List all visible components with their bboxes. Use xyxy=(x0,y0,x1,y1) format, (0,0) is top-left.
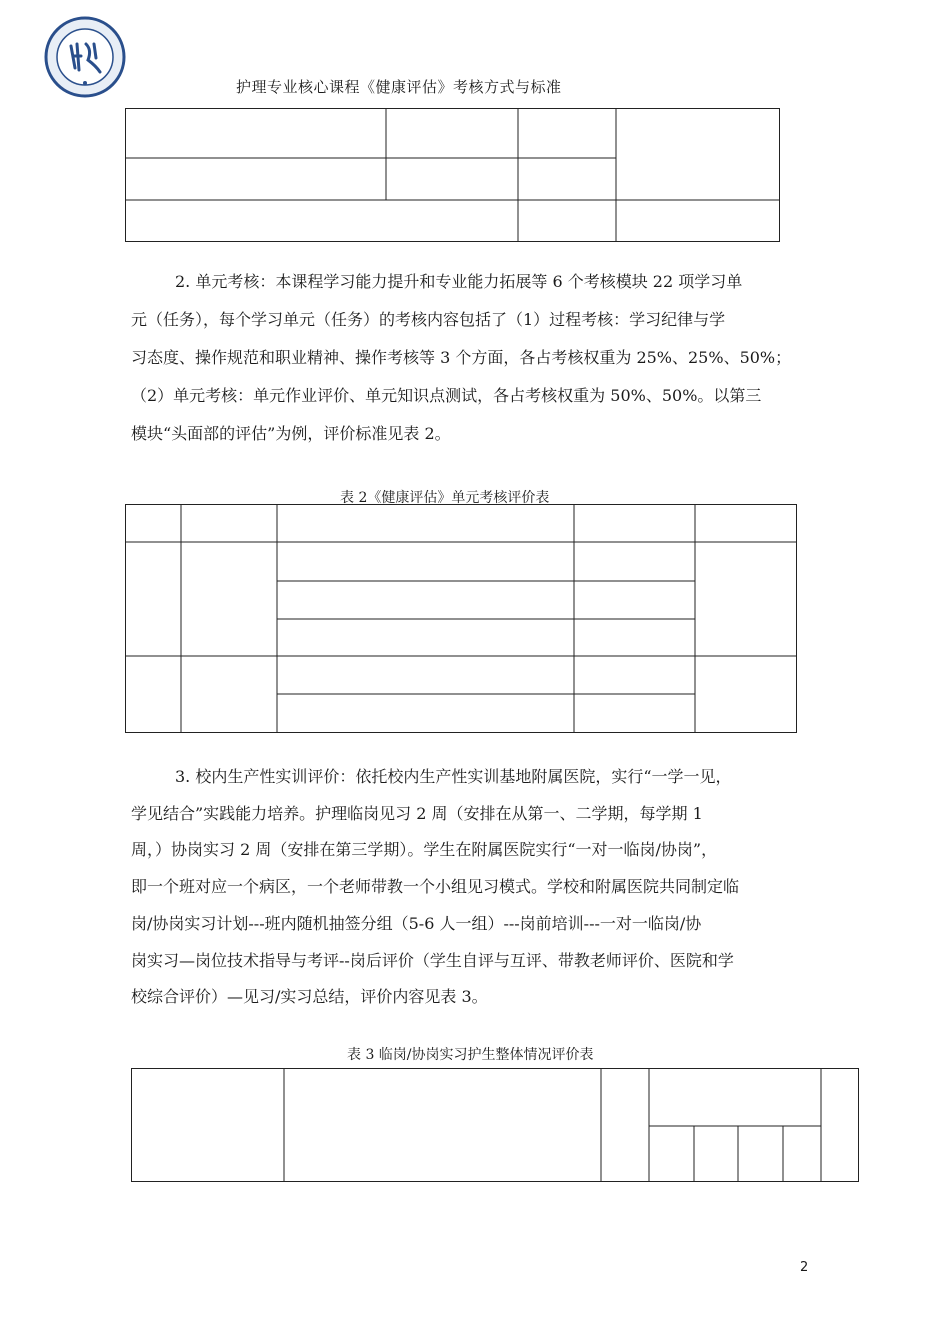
table-3-caption: 表 3 临岗/协岗实习护生整体情况评价表 xyxy=(347,1047,594,1063)
text-line: 岗实习—岗位技术指导与考评--岗后评价（学生自评与互评、带教老师评价、医院和学 xyxy=(131,950,734,970)
table-2-caption: 表 2《健康评估》单元考核评价表 xyxy=(340,490,550,506)
text-line: 即一个班对应一个病区，一个老师带教一个小组见习模式。学校和附属医院共同制定临 xyxy=(131,877,740,897)
text-line: 2. 单元考核：本课程学习能力提升和专业能力拓展等 6 个考核模块 22 项学习单 xyxy=(175,272,743,291)
text-line: 习态度、操作规范和职业精神、操作考核等 3 个方面，各占考核权重为 25%、25%、50%； xyxy=(131,348,792,367)
text-line: 周，）协岗实习 2 周（安排在第三学期）。学生在附属医院实行“一对一临岗/协岗”， xyxy=(131,840,718,860)
page-number: 2 xyxy=(800,1260,809,1275)
section-3-paragraph xyxy=(131,759,739,1016)
table-3-internship-evaluation xyxy=(131,1068,859,1182)
section-2-paragraph xyxy=(131,263,791,453)
text-line: 3. 校内生产性实训评价：依托校内生产性实训基地附属医院，实行“一学一见， xyxy=(175,767,732,786)
table-1-continued xyxy=(125,108,780,242)
text-line: 学见结合”实践能力培养。护理临岗见习 2 周（安排在从第一、二学期，每学期 1 xyxy=(131,803,703,823)
document-header-title: 护理专业核心课程《健康评估》考核方式与标准 xyxy=(236,78,562,96)
text-line: 模块“头面部的评估”为例，评价标准见表 2。 xyxy=(131,424,451,443)
college-logo xyxy=(44,16,126,98)
text-line: 校综合评价）—见习/实习总结，评价内容见表 3。 xyxy=(131,987,488,1007)
text-line: 岗/协岗实习计划---班内随机抽签分组（5-6 人一组）---岗前培训---一对一临岗/协 xyxy=(131,913,702,933)
text-line: 元（任务），每个学习单元（任务）的考核内容包括了（1）过程考核：学习纪律与学 xyxy=(131,310,726,329)
text-line: （2）单元考核：单元作业评价、单元知识点测试，各占考核权重为 50%、50%。以第三 xyxy=(131,386,762,405)
table-2-unit-assessment xyxy=(125,504,797,733)
